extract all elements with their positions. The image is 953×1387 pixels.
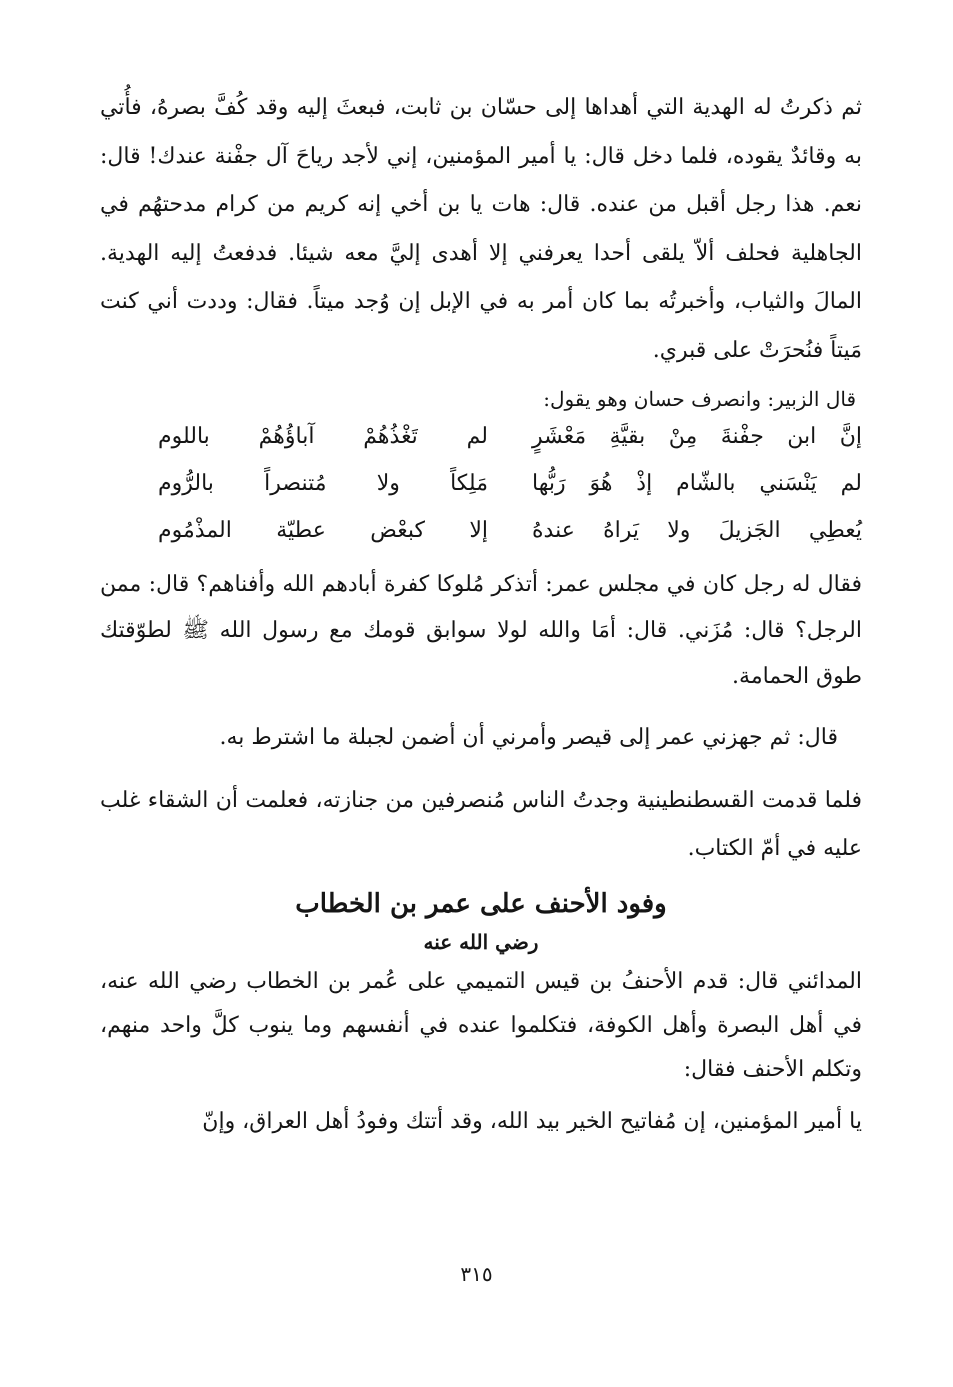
poem-verse xyxy=(100,507,862,554)
paragraph-mazni: فقال له رجل كان في مجلس عمر: أتذكر مُلوكا كفرة أبادهم الله وأفناهم؟ قال: ممن الرجل؟ قال: مُزَني. قال: أمَا والله لولا سوابق قومك مع رسول الله ﷺ لطوّقتك طوق الحمامة. xyxy=(100,572,862,689)
poem-verse xyxy=(100,413,862,460)
verse-second-hemistich: مَلِكاً ولا مُتنصراً بالرُّوم xyxy=(158,471,488,496)
verse-first-hemistich: لم يَنْسَني بالشّام إذْ هُوَ رَبُّها xyxy=(532,471,862,496)
paragraph-ahnaf-speech: يا أمير المؤمنين، إن مُفاتيح الخير بيد الله، وقد أتتك وفودُ أهل العراق، وإنّ xyxy=(202,1108,862,1134)
section-subheading: رضي الله عنه xyxy=(423,929,539,954)
verse-second-hemistich: لم تَغْذُهُمْ آباؤُهُمْ باللوم xyxy=(158,424,488,449)
verse-first-hemistich: يُعطِي الجَزيلَ ولا يَراهُ عندهُ xyxy=(532,518,862,543)
paragraph-constantinople: فلما قدمت القسطنطينية وجدتُ الناس مُنصرفين من جنازته، فعلمت أن الشقاء غلب عليه في أمّ الكتاب. xyxy=(100,787,862,861)
verse-first-hemistich: إنَّ ابن جفْنةَ مِنْ بقيَّةِ مَعْشَرٍ xyxy=(532,424,862,449)
poem xyxy=(100,413,862,554)
section-heading: وفود الأحنف على عمر بن الخطاب xyxy=(295,888,667,919)
paragraph-caesar: قال: ثم جهزني عمر إلى قيصر وأمرني أن أضمن لجبلة ما اشترط به. xyxy=(219,725,838,750)
poem-intro: قال الزبير: وانصرف حسان وهو يقول: xyxy=(543,387,856,411)
page-body xyxy=(100,84,862,1146)
verse-second-hemistich: إلا كبعْض عطيّة المذْمُوم xyxy=(158,518,488,543)
paragraph-hassan-story: ثم ذكرتُ له الهدية التي أهداها إلى حسّان بن ثابت، فبعثَ إليه وقد كُفَّ بصرهُ، فأُتي به وقائدٌ يقوده، فلما دخل قال: يا أمير المؤمنين، إني لأجد رياحَ آل جفْنة عندك! قال: نعم. هذا رجل أقبل من عنده. قال: هات يا بن أخي إنه كريم من كرام مدحتهُم في الجاهلية فحلف ألاّ يلقى أحدا يعرفني إلا أهدى إليَّ معه شيئا. فدفعتُ إليه الهدية. المالَ والثياب، وأخبرتُه بما كان أمر به في الإبل إن وُجد ميتاً. فقال: وددت أني كنت مَيتاً فنُحرَتْ على قبري. xyxy=(100,95,862,363)
paragraph-madaini: المدائني قال: قدم الأحنفُ بن قيس التميمي على عُمر بن الخطاب رضي الله عنه، في أهل البصرة وأهل الكوفة، فتكلموا عنده في أنفسهم وما ينوب كلَّ واحد منهم، وتكلم الأحنف فقال: xyxy=(100,968,862,1082)
poem-verse xyxy=(100,460,862,507)
page-number: ٣١٥ xyxy=(460,1262,493,1286)
